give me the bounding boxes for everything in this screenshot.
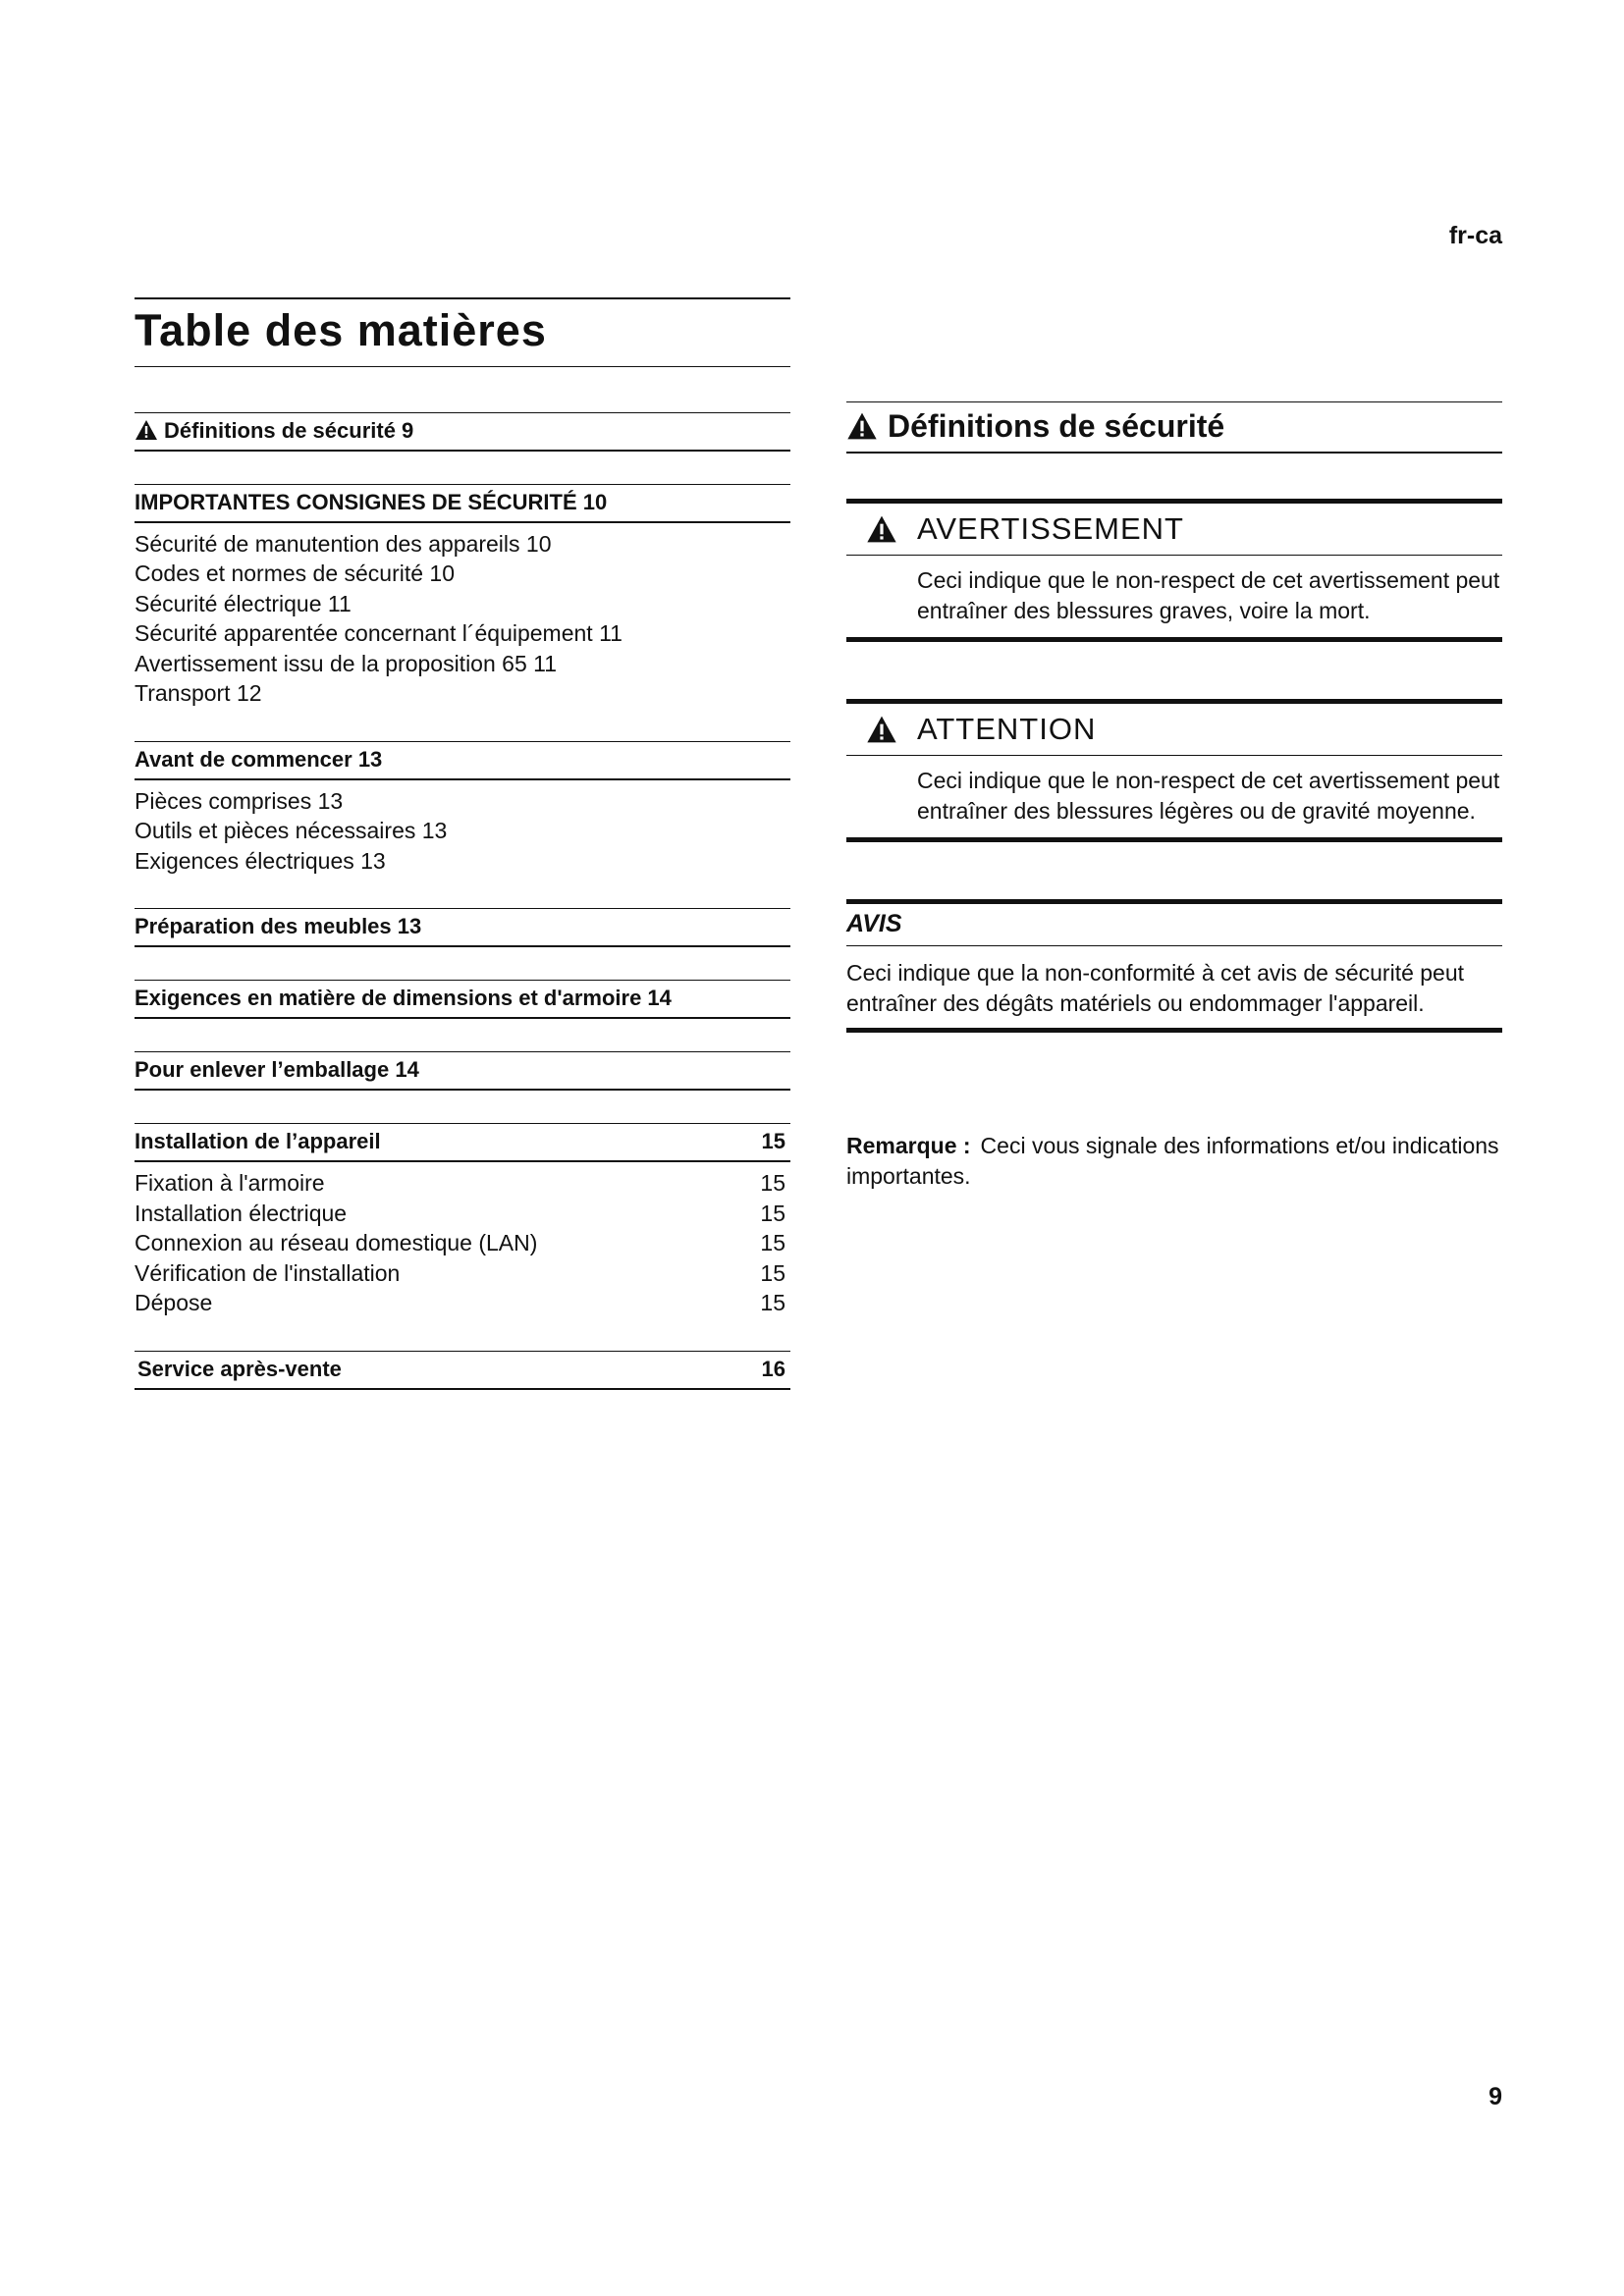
toc-item[interactable] bbox=[135, 649, 790, 679]
toc-section-important-safety[interactable] bbox=[135, 484, 790, 709]
warning-triangle-icon bbox=[135, 419, 158, 441]
toc-section-customer-service[interactable] bbox=[135, 1351, 790, 1390]
toc-section-dimensions[interactable] bbox=[135, 980, 790, 1019]
toc-item-page: 15 bbox=[760, 1230, 785, 1256]
toc-item[interactable] bbox=[135, 1228, 790, 1258]
toc-item-page bbox=[785, 589, 790, 619]
toc-heading-label: IMPORTANTES CONSIGNES DE SÉCURITÉ 10 bbox=[135, 489, 608, 514]
caution-heading bbox=[846, 704, 1502, 756]
toc-item-label: Transport 12 bbox=[135, 680, 262, 707]
toc-item-label: Exigences électriques 13 bbox=[135, 847, 386, 874]
toc-item-list bbox=[135, 1162, 790, 1318]
warning-triangle-icon bbox=[866, 715, 897, 744]
toc-section-heading[interactable] bbox=[135, 412, 790, 452]
caution-label: ATTENTION bbox=[917, 712, 1097, 746]
toc-item[interactable] bbox=[135, 589, 790, 619]
remark bbox=[846, 1131, 1502, 1191]
toc-heading-label: Installation de l’appareil bbox=[135, 1129, 381, 1154]
toc-section-heading[interactable] bbox=[135, 1123, 790, 1162]
toc-item[interactable] bbox=[135, 618, 790, 649]
toc-heading-label: Service après-vente bbox=[137, 1356, 342, 1381]
toc-section-heading[interactable] bbox=[135, 908, 790, 947]
safety-definitions-heading bbox=[846, 401, 1502, 454]
toc-heading-label: Préparation des meubles 13 bbox=[135, 914, 422, 939]
toc-item-page: 15 bbox=[760, 1259, 785, 1286]
notice-label: AVIS bbox=[846, 904, 1502, 946]
toc-item-label: Vérification de l'installation bbox=[135, 1259, 401, 1286]
toc-item[interactable] bbox=[135, 846, 790, 877]
toc-item[interactable] bbox=[135, 786, 790, 817]
toc-heading-label: Exigences en matière de dimensions et d'armoire 14 bbox=[135, 986, 672, 1011]
toc-heading-page: 16 bbox=[761, 1356, 785, 1381]
toc-item-page bbox=[785, 529, 790, 560]
toc-item[interactable] bbox=[135, 1288, 790, 1318]
page-number: 9 bbox=[1489, 2083, 1502, 2110]
toc-item[interactable] bbox=[135, 559, 790, 589]
toc-item[interactable] bbox=[135, 1199, 790, 1229]
toc-section-heading[interactable] bbox=[135, 1051, 790, 1091]
toc-section-heading[interactable] bbox=[135, 1351, 790, 1390]
toc-title-block bbox=[135, 297, 790, 367]
notice-text: Ceci indique que la non-conformité à cet avis de sécurité peut entraîner des dégâts matériels ou endommager l'appareil. bbox=[846, 960, 1465, 1016]
toc-item-page: 15 bbox=[760, 1170, 785, 1197]
toc-item-label: Pièces comprises 13 bbox=[135, 787, 344, 814]
toc-item-label: Fixation à l'armoire bbox=[135, 1170, 325, 1197]
toc-item-list bbox=[135, 523, 790, 709]
toc-item-list bbox=[135, 780, 790, 877]
safety-definitions bbox=[846, 401, 1502, 1191]
toc-section-before-starting[interactable] bbox=[135, 741, 790, 877]
language-code: fr-ca bbox=[1448, 222, 1502, 249]
warning-icon-cell bbox=[846, 514, 917, 544]
toc-item-page bbox=[785, 618, 790, 649]
warning-text: Ceci indique que le non-respect de cet avertissement peut entraîner des blessures graves, voire la mort. bbox=[917, 567, 1500, 623]
toc-item[interactable] bbox=[135, 678, 790, 709]
toc-heading-page: 15 bbox=[761, 1129, 785, 1154]
toc-item-label: Avertissement issu de la proposition 65 11 bbox=[135, 650, 558, 676]
safety-definitions-title: Définitions de sécurité bbox=[888, 408, 1225, 444]
table-of-contents bbox=[135, 297, 790, 1390]
warning-heading bbox=[846, 504, 1502, 556]
warning-label: AVERTISSEMENT bbox=[917, 511, 1184, 546]
toc-item[interactable] bbox=[135, 816, 790, 846]
toc-heading-label: Avant de commencer 13 bbox=[135, 746, 383, 772]
caution-icon-cell bbox=[846, 715, 917, 744]
toc-item-page bbox=[785, 846, 790, 877]
warning-triangle-icon bbox=[866, 514, 897, 544]
notice-box bbox=[846, 899, 1502, 1033]
remark-text: Ceci vous signale des informations et/ou indications importantes. bbox=[846, 1133, 1499, 1189]
toc-section-installation[interactable] bbox=[135, 1123, 790, 1318]
toc-item-label: Sécurité de manutention des appareils 10 bbox=[135, 530, 552, 557]
caution-box bbox=[846, 699, 1502, 842]
toc-heading-label: Définitions de sécurité 9 bbox=[164, 417, 414, 443]
toc-item-label: Codes et normes de sécurité 10 bbox=[135, 561, 456, 587]
toc-section-furniture-prep[interactable] bbox=[135, 908, 790, 947]
toc-heading-text bbox=[135, 417, 413, 445]
toc-section-heading[interactable] bbox=[135, 980, 790, 1019]
toc-item-label: Installation électrique bbox=[135, 1200, 348, 1226]
toc-item-page bbox=[785, 678, 790, 709]
toc-item-page bbox=[785, 816, 790, 846]
toc-title: Table des matières bbox=[135, 305, 547, 355]
toc-item[interactable] bbox=[135, 1258, 790, 1289]
toc-item-label: Sécurité électrique 11 bbox=[135, 590, 352, 616]
toc-section-unpacking[interactable] bbox=[135, 1051, 790, 1091]
warning-triangle-icon bbox=[846, 411, 878, 441]
caution-text: Ceci indique que le non-respect de cet avertissement peut entraîner des blessures légères ou de gravité moyenne. bbox=[917, 768, 1500, 824]
toc-item-label: Sécurité apparentée concernant l´équipement 11 bbox=[135, 620, 623, 647]
toc-item-label: Connexion au réseau domestique (LAN) bbox=[135, 1230, 538, 1256]
toc-item-page bbox=[785, 786, 790, 817]
toc-item-page bbox=[785, 559, 790, 589]
toc-item-page bbox=[785, 649, 790, 679]
warning-box bbox=[846, 499, 1502, 642]
toc-item-label: Dépose bbox=[135, 1290, 213, 1316]
toc-section-safety-definitions[interactable] bbox=[135, 412, 790, 452]
toc-item-page: 15 bbox=[760, 1200, 785, 1226]
toc-section-heading[interactable] bbox=[135, 484, 790, 523]
toc-item[interactable] bbox=[135, 1168, 790, 1199]
toc-section-heading[interactable] bbox=[135, 741, 790, 780]
toc-item-label: Outils et pièces nécessaires 13 bbox=[135, 818, 448, 844]
remark-label: Remarque : bbox=[846, 1133, 971, 1158]
toc-item-page: 15 bbox=[760, 1290, 785, 1316]
toc-item[interactable] bbox=[135, 529, 790, 560]
toc-heading-label: Pour enlever l’emballage 14 bbox=[135, 1057, 419, 1083]
